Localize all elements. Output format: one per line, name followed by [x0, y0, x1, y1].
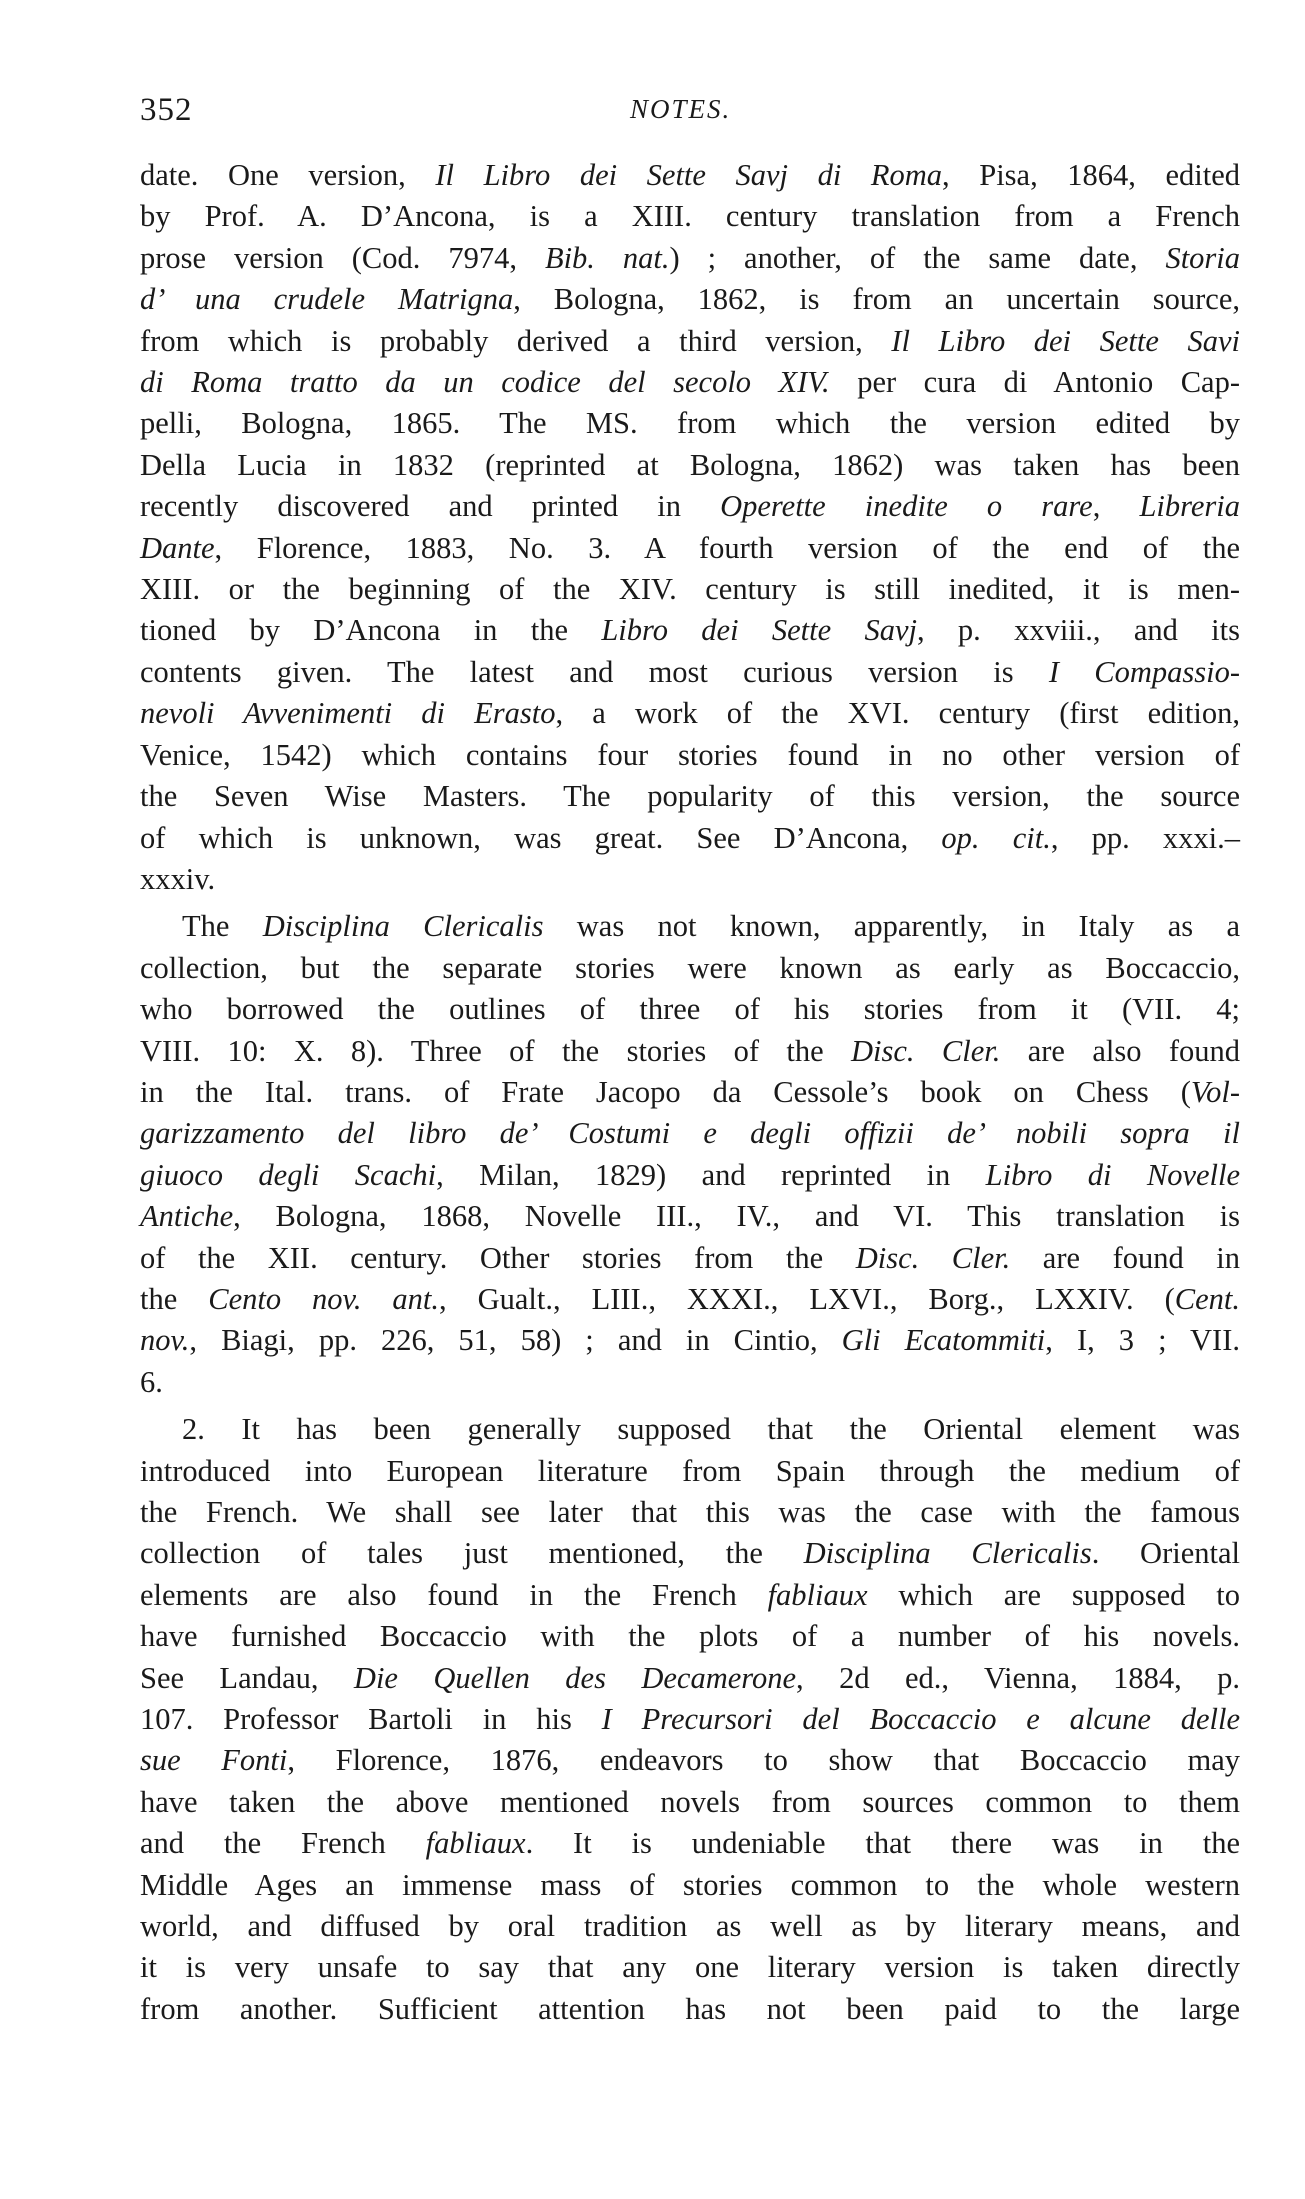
text-line: xxxiv. — [140, 861, 216, 896]
text-line: Della Lucia in 1832 (reprinted at Bologna, 1862) was taken has been — [140, 447, 1240, 482]
text-line: prose version (Cod. 7974, Bib. nat.) ; another, of the same date, Storia — [140, 240, 1241, 275]
text-line: of the XII. century. Other stories from the Disc. Cler. are found in — [140, 1240, 1240, 1275]
text-line: Dante, Florence, 1883, No. 3. A fourth version of the end of the — [140, 530, 1240, 565]
notes-text — [140, 155, 1240, 2030]
text-line: nov., Biagi, pp. 226, 51, 58) ; and in Cintio, Gli Ecatommiti, I, 3 ; VII. — [140, 1323, 1240, 1358]
paragraph — [140, 155, 1240, 900]
text-line: have taken the above mentioned novels from sources common to them — [140, 1784, 1240, 1819]
text-line: recently discovered and printed in Operette inedite o rare, Libreria — [140, 489, 1241, 524]
text-line: collection, but the separate stories were known as early as Boccaccio, — [140, 950, 1240, 985]
text-line: have furnished Boccaccio with the plots of a number of his novels. — [140, 1619, 1240, 1654]
text-line: nevoli Avvenimenti di Erasto, a work of the XVI. century (first edition, — [140, 696, 1240, 731]
text-line: collection of tales just mentioned, the Disciplina Clericalis. Oriental — [140, 1536, 1240, 1571]
text-line: 107. Professor Bartoli in his I Precursori del Boccaccio e alcune delle — [140, 1702, 1240, 1737]
text-line: world, and diffused by oral tradition as well as by literary means, and — [140, 1909, 1240, 1944]
text-line: the French. We shall see later that this was the case with the famous — [140, 1495, 1240, 1529]
text-line: 2. It has been generally supposed that the Oriental element was — [182, 1412, 1240, 1447]
paragraph — [140, 1409, 1240, 2030]
running-head: NOTES. — [630, 94, 732, 124]
text-line: giuoco degli Scachi, Milan, 1829) and reprinted in Libro di Novelle — [140, 1157, 1240, 1192]
text-line: VIII. 10: X. 8). Three of the stories of the Disc. Cler. are also found — [140, 1033, 1240, 1068]
text-line: See Landau, Die Quellen des Decamerone, 2d ed., Vienna, 1884, p. — [140, 1660, 1241, 1695]
text-line: Venice, 1542) which contains four stories found in no other version of — [140, 737, 1240, 772]
paragraph — [140, 906, 1240, 1403]
page-number: 352 — [140, 92, 193, 128]
text-line: the Cento nov. ant., Gualt., LIII., XXXI., LXVI., Borg., LXXIV. (Cent. — [140, 1281, 1241, 1316]
text-line: 6. — [140, 1364, 163, 1399]
text-line: in the Ital. trans. of Frate Jacopo da Cessole’s book on Chess (Vol- — [140, 1074, 1240, 1109]
text-line: tioned by D’Ancona in the Libro dei Sette Savj, p. xxviii., and its — [140, 613, 1240, 648]
text-line: date. One version, Il Libro dei Sette Savj di Roma, Pisa, 1864, edited — [140, 158, 1241, 192]
text-line: Antiche, Bologna, 1868, Novelle III., IV., and VI. This translation is — [140, 1199, 1240, 1234]
text-line: garizzamento del libro de’ Costumi e degli offizii de’ nobili sopra il — [140, 1116, 1240, 1151]
text-line: XIII. or the beginning of the XIV. century is still inedited, it is men- — [140, 572, 1240, 607]
text-line: by Prof. A. D’Ancona, is a XIII. century translation from a French — [140, 199, 1240, 234]
text-line: di Roma tratto da un codice del secolo XIV. per cura di Antonio Cap- — [140, 365, 1240, 400]
text-line: who borrowed the outlines of three of his stories from it (VII. 4; — [140, 992, 1240, 1027]
text-line: pelli, Bologna, 1865. The MS. from which the version edited by — [140, 406, 1240, 441]
text-line: d’ una crudele Matrigna, Bologna, 1862, is from an uncertain source, — [140, 282, 1240, 317]
text-line: contents given. The latest and most curious version is I Compassio- — [140, 654, 1240, 689]
text-line: the Seven Wise Masters. The popularity of this version, the source — [140, 779, 1240, 814]
text-line: it is very unsafe to say that any one literary version is taken directly — [140, 1950, 1240, 1985]
text-line: sue Fonti, Florence, 1876, endeavors to show that Boccaccio may — [140, 1743, 1240, 1778]
text-line: introduced into European literature from Spain through the medium of — [140, 1453, 1240, 1488]
text-line: from another. Sufficient attention has not been paid to the large — [140, 1991, 1240, 2026]
text-line: elements are also found in the French fabliaux which are supposed to — [140, 1577, 1240, 1612]
text-line: The Disciplina Clericalis was not known, apparently, in Italy as a — [182, 909, 1240, 944]
text-line: of which is unknown, was great. See D’Ancona, op. cit., pp. xxxi.– — [140, 820, 1240, 855]
page-header — [140, 92, 1240, 142]
text-line: Middle Ages an immense mass of stories common to the whole western — [140, 1867, 1240, 1902]
text-line: and the French fabliaux. It is undeniable that there was in the — [140, 1826, 1240, 1861]
text-line: from which is probably derived a third version, Il Libro dei Sette Savi — [140, 323, 1240, 358]
